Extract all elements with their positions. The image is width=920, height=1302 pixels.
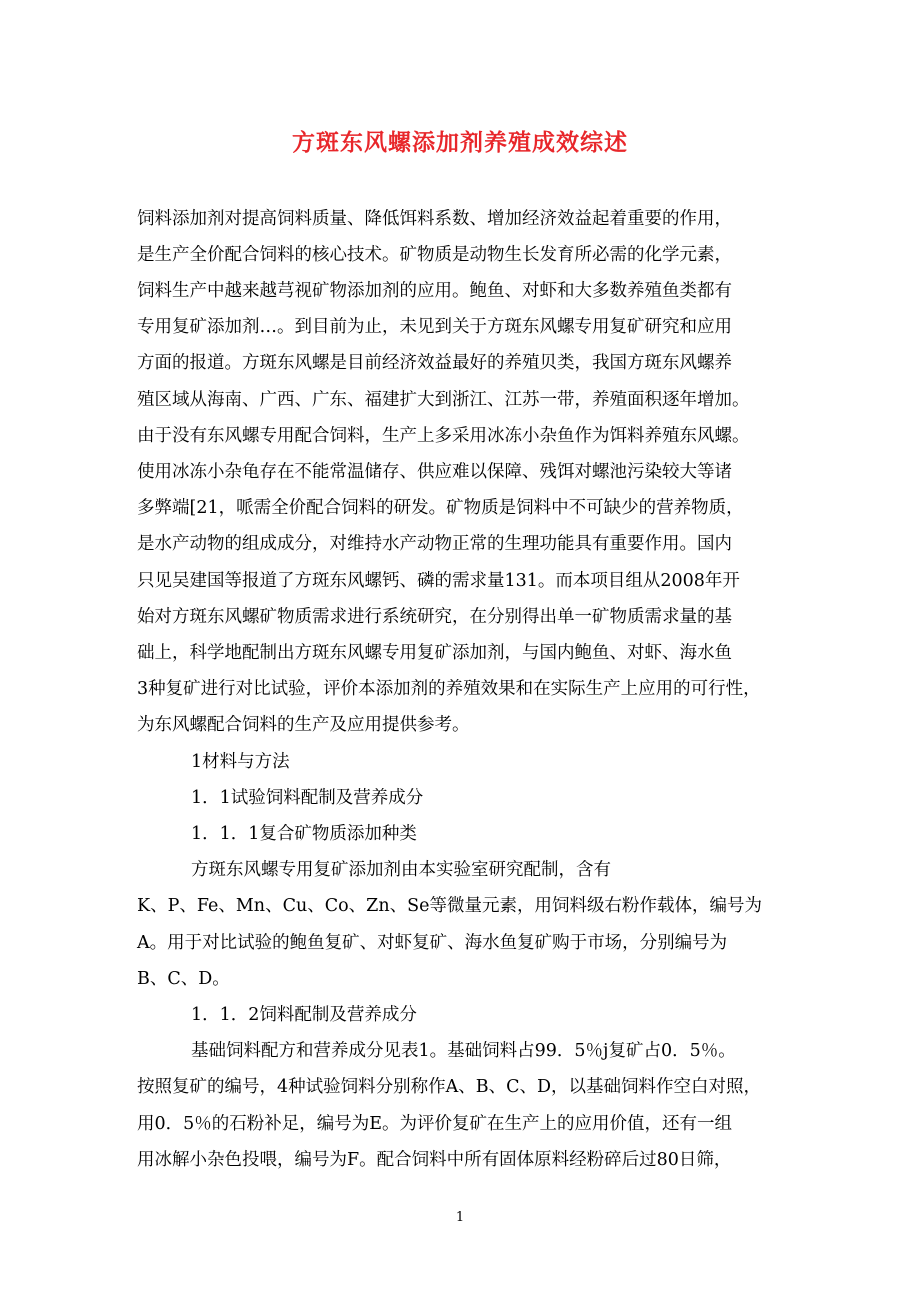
page-number: 1 (455, 1210, 465, 1225)
paragraph-line: B、C、D。 (137, 969, 230, 989)
paragraph-line: 是水产动物的组成成分，对维持水产动物正常的生理功能具有重要作用。国内 (137, 534, 732, 554)
paragraph-line: 专用复矿添加剂…。到目前为止，未见到关于方斑东风螺专用复矿研究和应用 (137, 317, 732, 337)
paragraph-line: A。用于对比试验的鲍鱼复矿、对虾复矿、海水鱼复矿购于市场，分别编号为 (137, 933, 728, 953)
paragraph-line: 基础饲料配方和营养成分见表1。基础饲料占99．5％j复矿占0．5％。 (191, 1041, 736, 1061)
paragraph-line: 殖区域从海南、广西、广东、福建扩大到浙江、江苏一带，养殖面积逐年增加。 (137, 390, 750, 410)
paragraph-line: K、P、Fe、Mn、Cu、Co、Zn、Se等微量元素，用饲料级右粉作载体，编号为 (137, 896, 762, 916)
paragraph-line: 用0．5％的石粉补足，编号为E。为评价复矿在生产上的应用价值，还有一组 (137, 1114, 733, 1134)
paragraph-line: 方面的报道。方斑东风螺是目前经济效益最好的养殖贝类，我国方斑东风螺养 (137, 353, 732, 373)
paragraph-line: 是生产全价配合饲料的核心技术。矿物质是动物生长发育所必需的化学元素， (137, 245, 732, 265)
paragraph-line: 始对方斑东风螺矿物质需求进行系统研究，在分别得出单一矿物质需求量的基 (137, 607, 732, 627)
paragraph-line: 3种复矿进行对比试验，评价本添加剂的养殖效果和在实际生产上应用的可行性， (137, 679, 761, 699)
paragraph-line: 用冰解小杂色投喂，编号为F。配合饲料中所有固体原料经粉碎后过80日筛， (137, 1150, 732, 1170)
paragraph-line: 饲料添加剂对提高饲料质量、降低饵料系数、增加经济效益起着重要的作用， (137, 209, 732, 229)
section-heading: 1．1．1复合矿物质添加种类 (191, 824, 417, 844)
paragraph-line: 由于没有东风螺专用配合饲料，生产上多采用冰冻小杂鱼作为饵料养殖东风螺。 (137, 426, 750, 446)
section-heading: 1．1试验饲料配制及营养成分 (191, 788, 424, 808)
paragraph-line: 方斑东风螺专用复矿添加剂由本实验室研究配制，含有 (191, 860, 611, 880)
paragraph-line: 按照复矿的编号，4种试验饲料分别称作A、B、C、D，以基础饲料作空白对照， (137, 1077, 762, 1097)
section-heading: 1．1．2饲料配制及营养成分 (191, 1005, 417, 1025)
paragraph-line: 只见吴建国等报道了方斑东风螺钙、磷的需求量131。而本项目组从2008年开 (137, 571, 740, 591)
paragraph-line: 使用冰冻小杂龟存在不能常温储存、供应难以保障、残饵对螺池污染较大等诸 (137, 462, 732, 482)
paragraph-line: 为东风螺配合饲料的生产及应用提供参考。 (137, 715, 470, 735)
section-heading: 1材料与方法 (191, 752, 290, 772)
paragraph-line: 多弊端[21，哌需全价配合饲料的研发。矿物质是饲料中不可缺少的营养物质， (137, 498, 744, 518)
paragraph-line: 础上，科学地配制出方斑东风螺专用复矿添加剂，与国内鲍鱼、对虾、海水鱼 (137, 643, 732, 663)
paragraph-line: 饲料生产中越来越芎视矿物添加剂的应用。鲍鱼、对虾和大多数养殖鱼类都有 (137, 281, 732, 301)
document-title: 方斑东风螺添加剂养殖成效综述 (292, 129, 628, 156)
